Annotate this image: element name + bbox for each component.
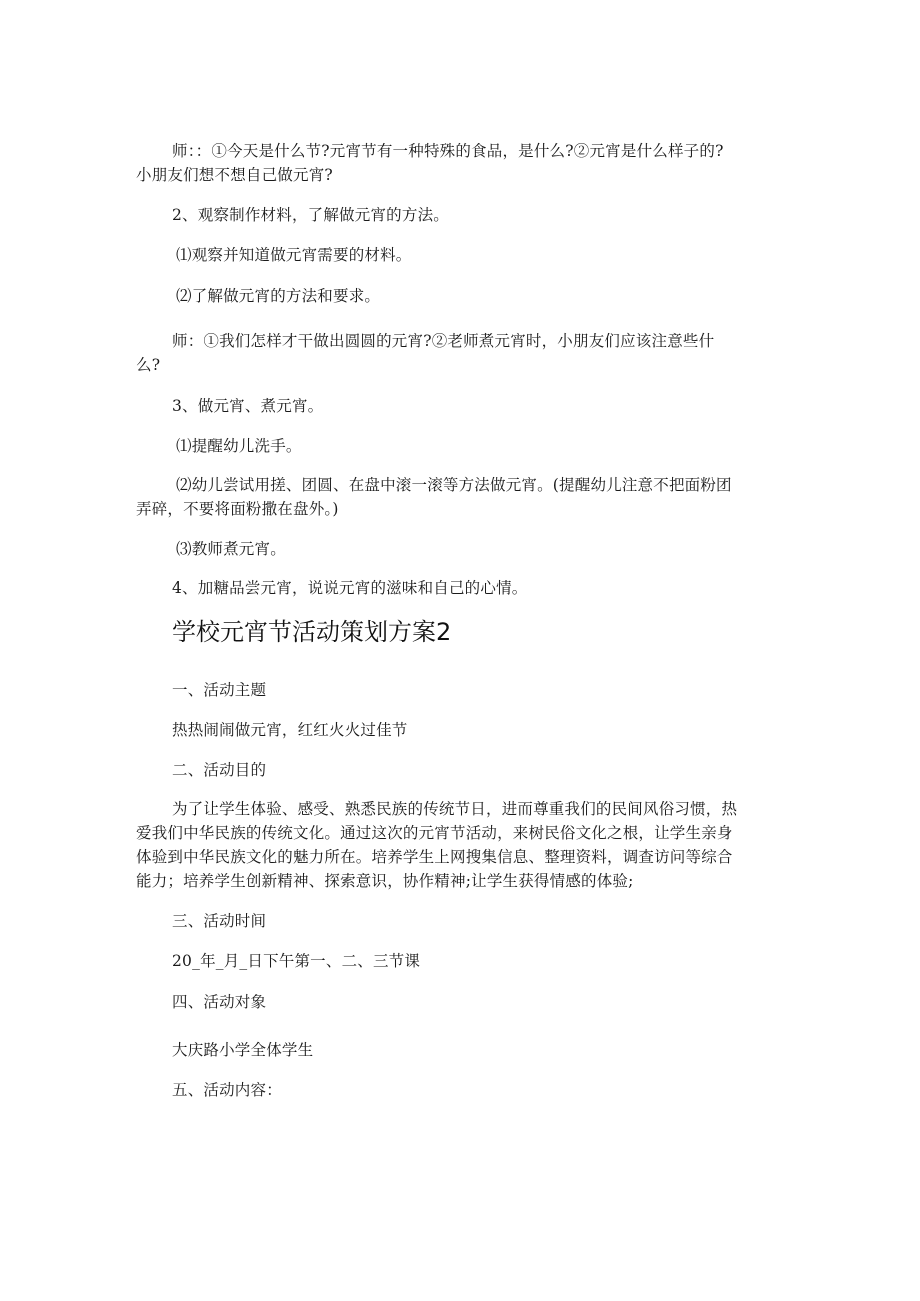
plan-heading-purpose: 二、活动目的 — [172, 761, 267, 779]
plan-purpose-line-4: 能力；培养学生创新精神、探索意识，协作精神;让学生获得情感的体验; — [136, 872, 634, 890]
step-3-item-3: ⑶教师煮元宵。 — [176, 540, 286, 558]
teacher-question-line-1: 师：：①今天是什么节?元宵节有一种特殊的食品，是什么?②元宵是什么样子的? — [172, 142, 724, 160]
teacher-question-line-2: 小朋友们想不想自己做元宵? — [136, 166, 333, 184]
step-2-item-2: ⑵了解做元宵的方法和要求。 — [176, 287, 381, 305]
teacher-question2-line-1: 师：①我们怎样才干做出圆圆的元宵?②老师煮元宵时，小朋友们应该注意些什 — [172, 332, 715, 350]
plan-purpose-line-2: 爱我们中华民族的传统文化。通过这次的元宵节活动，来树民俗文化之根，让学生亲身 — [136, 824, 733, 842]
plan-heading-content: 五、活动内容： — [172, 1081, 282, 1099]
section-title: 学校元宵节活动策划方案2 — [172, 618, 452, 646]
plan-purpose-line-1: 为了让学生体验、感受、熟悉民族的传统节日，进而尊重我们的民间风俗习惯，热 — [172, 800, 738, 818]
step-4-heading: 4、加糖品尝元宵，说说元宵的滋味和自己的心情。 — [172, 579, 528, 597]
step-3-heading: 3、做元宵、煮元宵。 — [172, 397, 324, 415]
plan-heading-target: 四、活动对象 — [172, 993, 267, 1011]
plan-purpose-line-3: 体验到中华民族文化的魅力所在。培养学生上网搜集信息、整理资料，调查访问等综合 — [136, 848, 733, 866]
plan-target-text: 大庆路小学全体学生 — [172, 1041, 314, 1059]
step-3-item-1: ⑴提醒幼儿洗手。 — [176, 437, 302, 455]
step-3-item-2-line-1: ⑵幼儿尝试用搓、团圆、在盘中滚一滚等方法做元宵。(提醒幼儿注意不把面粉团 — [176, 476, 732, 494]
step-2-item-1: ⑴观察并知道做元宵需要的材料。 — [176, 246, 412, 264]
step-3-item-2-line-2: 弄碎，不要将面粉撒在盘外。) — [136, 500, 339, 518]
plan-time-text: 20_年_月_日下午第一、二、三节课 — [172, 952, 421, 970]
teacher-question2-line-2: 么? — [136, 356, 161, 374]
plan-heading-time: 三、活动时间 — [172, 912, 267, 930]
plan-heading-theme: 一、活动主题 — [172, 681, 267, 699]
plan-theme-text: 热热闹闹做元宵，红红火火过佳节 — [172, 721, 408, 739]
step-2-heading: 2、观察制作材料，了解做元宵的方法。 — [172, 206, 449, 224]
